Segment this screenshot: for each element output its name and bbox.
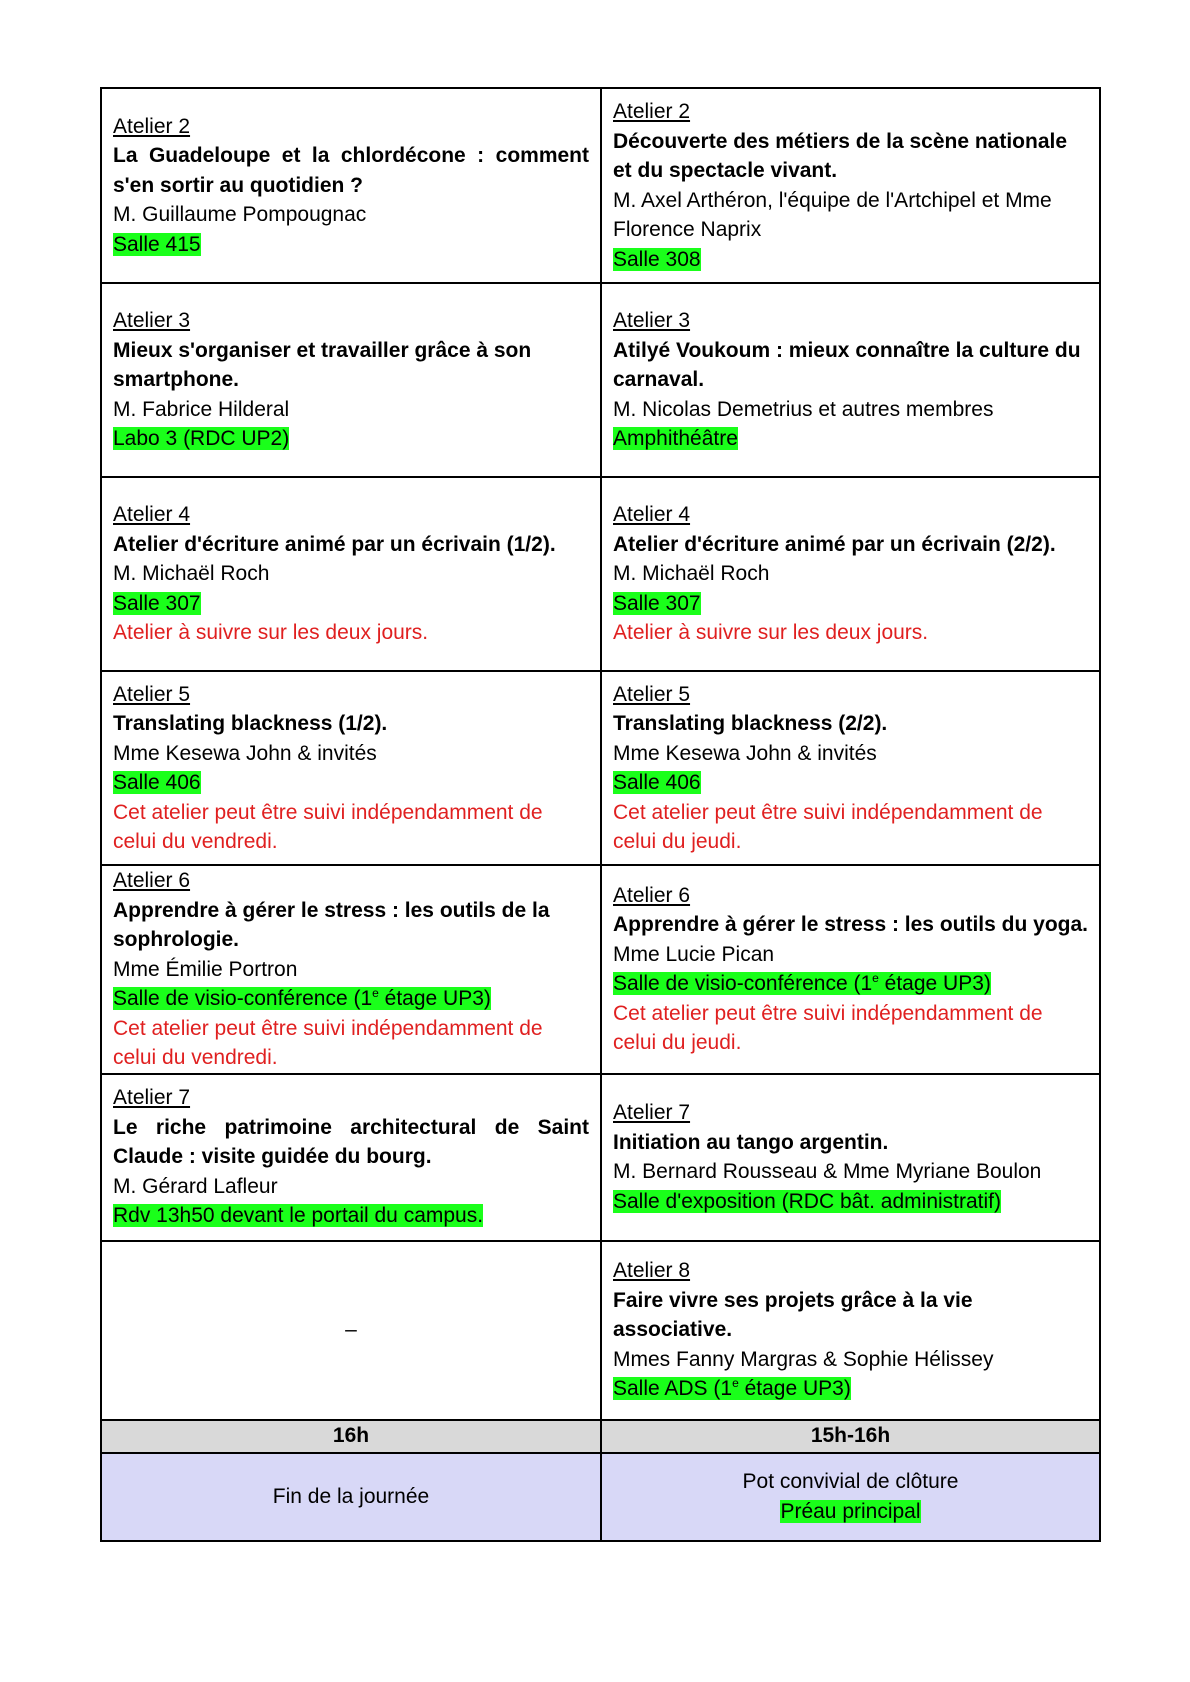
workshop-room: Labo 3 (RDC UP2) — [113, 427, 290, 451]
workshop-label: Atelier 6 — [613, 883, 691, 907]
workshop-room: Salle 307 — [113, 591, 201, 615]
workshop-speaker: M. Axel Arthéron, l'équipe de l'Artchipel et Mme Florence Naprix — [613, 188, 1052, 241]
workshop-title: Atilyé Voukoum : mieux connaître la culture du carnaval. — [613, 338, 1081, 392]
workshop-speaker: M. Bernard Rousseau & Mme Myriane Boulon — [613, 1160, 1042, 1183]
workshop-room: Salle 307 — [613, 591, 701, 615]
workshop-label: Atelier 7 — [113, 1086, 191, 1110]
workshop-cell — [601, 671, 1100, 865]
workshop-label: Atelier 4 — [613, 503, 691, 527]
workshop-cell — [601, 283, 1100, 477]
workshop-cell — [601, 1074, 1100, 1241]
workshop-title: Apprendre à gérer le stress : les outils du yoga. — [613, 913, 1088, 937]
workshop-title: Initiation au tango argentin. — [613, 1130, 889, 1154]
workshop-title: Faire vivre ses projets grâce à la vie associative. — [613, 1288, 973, 1342]
workshop-label: Atelier 5 — [613, 682, 691, 706]
workshop-cell — [101, 283, 601, 477]
closing-cell-day2 — [601, 1453, 1100, 1541]
workshop-speaker: M. Fabrice Hilderal — [113, 397, 290, 421]
workshop-title: Translating blackness (1/2). — [113, 712, 388, 735]
table-row — [101, 1074, 1100, 1241]
workshop-title: Découverte des métiers de la scène nationale et du spectacle vivant. — [613, 129, 1068, 182]
workshop-title: Translating blackness (2/2). — [613, 712, 888, 735]
workshop-cell — [601, 88, 1100, 283]
table-row — [101, 1241, 1100, 1420]
workshop-speaker: Mme Lucie Pican — [613, 942, 775, 966]
workshop-note: Cet atelier peut être suivi indépendamment de celui du vendredi. — [113, 1016, 543, 1069]
workshop-label: Atelier 6 — [113, 869, 191, 892]
workshop-label: Atelier 2 — [113, 114, 191, 138]
workshop-note: Atelier à suivre sur les deux jours. — [113, 621, 429, 645]
workshop-room: Salle d'exposition (RDC bât. administratif) — [613, 1189, 1001, 1213]
empty-cell — [101, 1241, 601, 1420]
workshop-speaker: Mme Kesewa John & invités — [613, 741, 877, 765]
workshop-label: Atelier 4 — [113, 503, 191, 527]
table-row — [101, 88, 1100, 283]
workshop-cell — [601, 1241, 1100, 1420]
time-row — [101, 1420, 1100, 1453]
workshop-note: Atelier à suivre sur les deux jours. — [613, 621, 929, 645]
workshop-room: Salle ADS (1e étage UP3) — [613, 1376, 851, 1401]
workshop-cell — [101, 88, 601, 283]
workshop-room: Salle de visio-conférence (1e étage UP3) — [613, 971, 991, 996]
workshop-title: La Guadeloupe et la chlordécone : comment s'en sortir au quotidien ? — [113, 144, 589, 197]
workshop-cell — [101, 671, 601, 865]
workshop-schedule-table — [100, 87, 1101, 1542]
closing-room: Préau principal — [780, 1499, 921, 1523]
workshop-title: Atelier d'écriture animé par un écrivain (2/2). — [613, 532, 1056, 556]
workshop-speaker: M. Nicolas Demetrius et autres membres — [613, 397, 994, 421]
workshop-room: Salle 415 — [113, 232, 201, 256]
table-row — [101, 671, 1100, 865]
empty-dash: – — [345, 1318, 357, 1342]
table-row — [101, 283, 1100, 477]
workshop-room: Salle de visio-conférence (1e étage UP3) — [113, 986, 491, 1010]
workshop-room: Salle 406 — [613, 771, 701, 794]
workshop-label: Atelier 5 — [113, 682, 191, 706]
closing-event-text: Pot convivial de clôture — [742, 1470, 959, 1493]
workshop-cell — [101, 865, 601, 1074]
workshop-speaker: M. Gérard Lafleur — [113, 1174, 278, 1198]
workshop-title: Atelier d'écriture animé par un écrivain (1/2). — [113, 532, 556, 556]
table-row — [101, 477, 1100, 671]
workshop-room: Amphithéâtre — [613, 427, 738, 451]
workshop-title: Le riche patrimoine architectural de Saint Claude : visite guidée du bourg. — [113, 1115, 589, 1169]
workshop-room: Salle 406 — [113, 771, 201, 794]
workshop-cell — [101, 477, 601, 671]
closing-row — [101, 1453, 1100, 1541]
workshop-label: Atelier 3 — [113, 309, 191, 333]
workshop-note: Cet atelier peut être suivi indépendamment de celui du vendredi. — [113, 800, 543, 853]
workshop-speaker: M. Michaël Roch — [613, 562, 770, 586]
workshop-speaker: M. Michaël Roch — [113, 562, 270, 586]
workshop-label: Atelier 2 — [613, 100, 691, 123]
workshop-speaker: Mme Kesewa John & invités — [113, 741, 377, 765]
workshop-cell — [101, 1074, 601, 1241]
workshop-label: Atelier 3 — [613, 309, 691, 333]
workshop-speaker: M. Guillaume Pompougnac — [113, 203, 367, 227]
time-label-day2: 15h-16h — [601, 1420, 1100, 1453]
workshop-speaker: Mme Émilie Portron — [113, 957, 298, 981]
workshop-label: Atelier 7 — [613, 1101, 691, 1124]
workshop-note: Cet atelier peut être suivi indépendamment de celui du jeudi. — [613, 800, 1043, 853]
workshop-room: Salle 308 — [613, 247, 701, 271]
workshop-title: Mieux s'organiser et travailler grâce à son smartphone. — [113, 338, 532, 392]
table-row — [101, 865, 1100, 1074]
closing-cell-day1 — [101, 1453, 601, 1541]
workshop-label: Atelier 8 — [613, 1259, 691, 1283]
workshop-room: Rdv 13h50 devant le portail du campus. — [113, 1204, 484, 1228]
workshop-title: Apprendre à gérer le stress : les outils de la sophrologie. — [113, 898, 550, 951]
workshop-cell — [601, 865, 1100, 1074]
time-label-day1: 16h — [101, 1420, 601, 1453]
end-of-day-text: Fin de la journée — [272, 1484, 430, 1508]
workshop-speaker: Mmes Fanny Margras & Sophie Hélissey — [613, 1347, 994, 1371]
workshop-cell — [601, 477, 1100, 671]
workshop-note: Cet atelier peut être suivi indépendamment de celui du jeudi. — [613, 1001, 1043, 1055]
